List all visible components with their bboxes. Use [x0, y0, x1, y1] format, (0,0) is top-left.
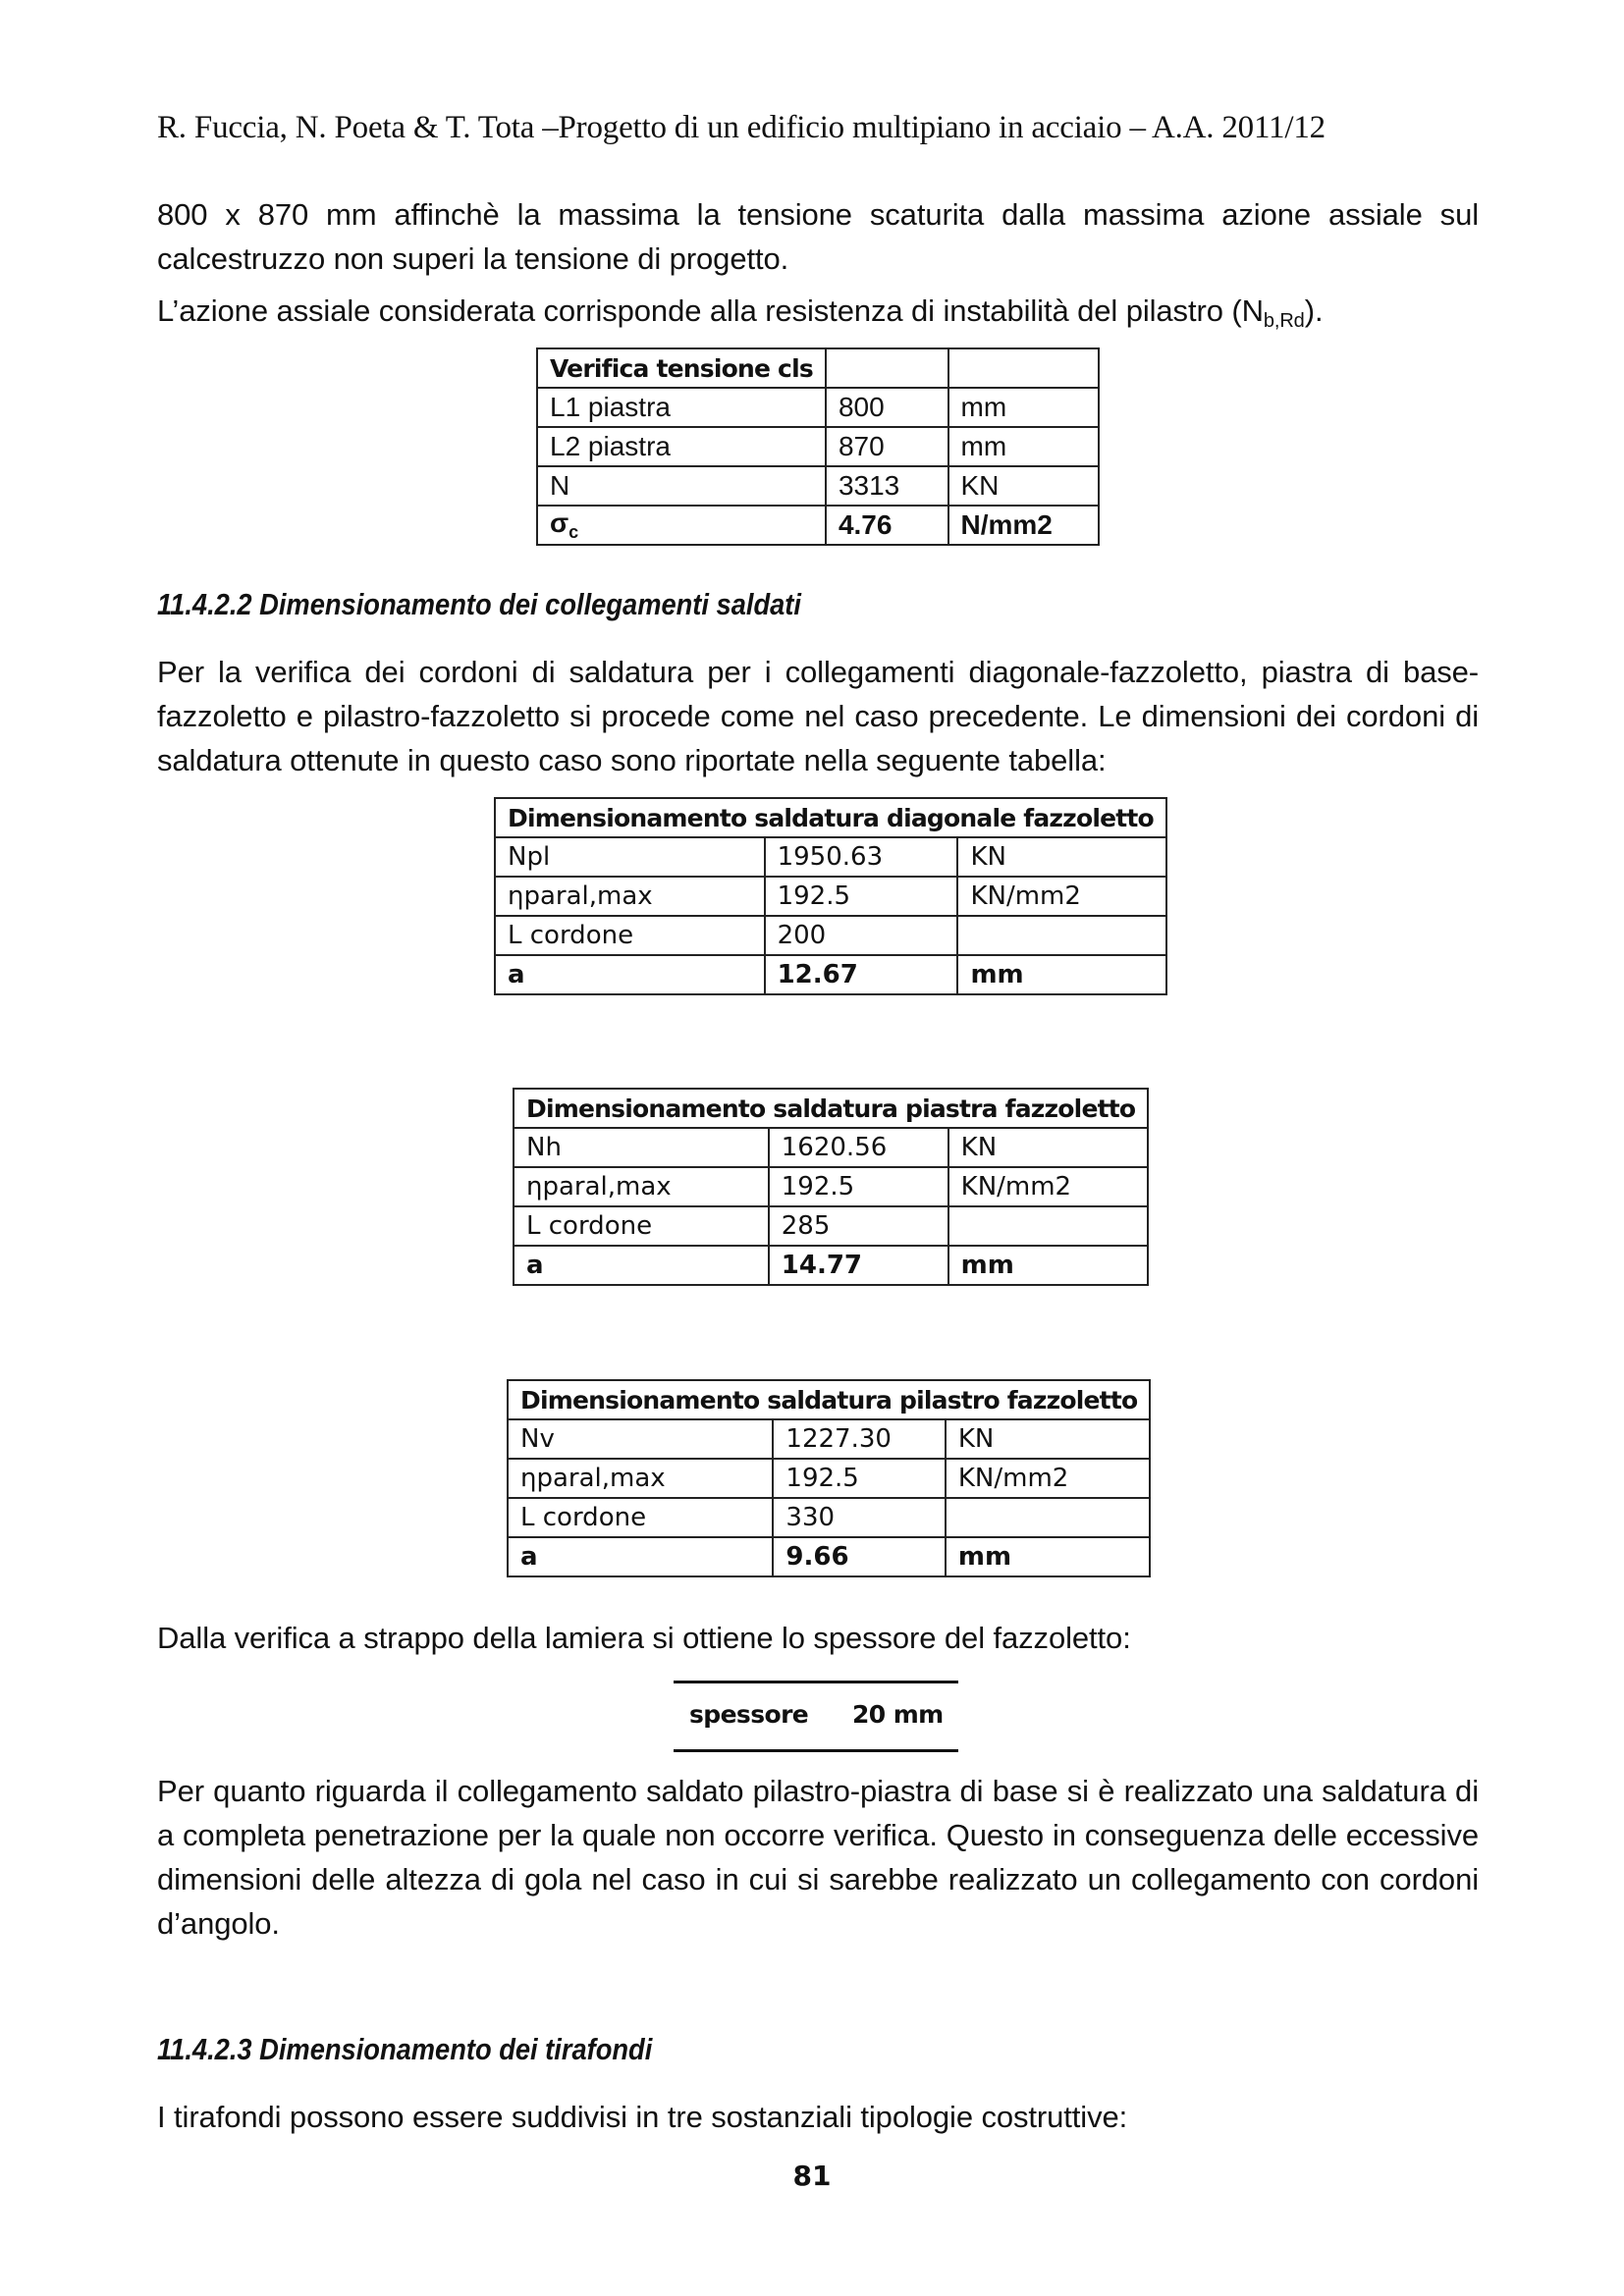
welds-text: Per la verifica dei cordoni di saldatura per i collegamenti diagonale-fazzoletto, piastra di base-fazzoletto e pilastro-fazzoletto si procede come nel caso precedente. Le dimensioni dei cordoni di saldatura ottenute in questo caso sono riportate nella seguente tabella: [157, 655, 1479, 777]
row-label: Npl [495, 837, 765, 877]
row-label: ηparal,max [508, 1459, 773, 1498]
row-value: 1620.56 [769, 1128, 948, 1167]
top-rule [674, 1681, 958, 1683]
row-unit: mm [948, 1246, 1149, 1285]
table-header-row [537, 348, 1099, 388]
row-unit: mm [946, 1537, 1151, 1576]
row-unit: N/mm2 [948, 506, 1100, 545]
table-row [495, 955, 1166, 994]
running-header: R. Fuccia, N. Poeta & T. Tota –Progetto di un edificio multipiano in acciaio – A.A. 2011/12 [157, 110, 1326, 145]
row-unit: KN/mm2 [957, 877, 1165, 916]
table-row [514, 1128, 1148, 1167]
sigma-symbol: σ [550, 507, 569, 538]
table-row [508, 1537, 1150, 1576]
row-label: N [537, 466, 826, 506]
tear-out-paragraph [157, 1616, 1479, 1660]
row-unit: mm [948, 388, 1100, 427]
row-unit: KN [946, 1419, 1151, 1459]
row-label: ηparal,max [514, 1167, 769, 1206]
thickness-label: spessore [689, 1700, 809, 1729]
weld-diagonal-table [494, 797, 1167, 995]
tear-out-text: Dalla verifica a strappo della lamiera si ottiene lo spessore del fazzoletto: [157, 1621, 1131, 1655]
row-value: 800 [826, 388, 948, 427]
table-row [537, 388, 1099, 427]
table-row [495, 837, 1166, 877]
table-title: Verifica tensione cls [537, 348, 826, 388]
thickness-result [689, 1700, 944, 1729]
row-unit: KN [948, 466, 1100, 506]
table-row [508, 1419, 1150, 1459]
row-value: 192.5 [773, 1459, 945, 1498]
row-unit [946, 1498, 1151, 1537]
axial-action-suffix: ). [1304, 294, 1324, 328]
axial-action-text: L’azione assiale considerata corrisponde alla resistenza di instabilità del pilastro (N [157, 294, 1264, 328]
row-label: a [514, 1246, 769, 1285]
row-unit: KN/mm2 [948, 1167, 1149, 1206]
table-header-row [508, 1380, 1150, 1419]
row-label: a [495, 955, 765, 994]
table-row [495, 916, 1166, 955]
table-header-row [514, 1089, 1148, 1128]
full-penetration-paragraph [157, 1769, 1479, 1946]
row-value: 1227.30 [773, 1419, 945, 1459]
row-value: 192.5 [769, 1167, 948, 1206]
weld-plate-table [513, 1088, 1149, 1286]
table-row [537, 427, 1099, 466]
row-value: 4.76 [826, 506, 948, 545]
row-unit: KN [957, 837, 1165, 877]
thickness-value: 20 mm [852, 1700, 944, 1729]
row-label: L cordone [495, 916, 765, 955]
row-value: 14.77 [769, 1246, 948, 1285]
row-unit [948, 1206, 1149, 1246]
row-label [537, 506, 826, 545]
row-value: 1950.63 [765, 837, 958, 877]
row-value: 3313 [826, 466, 948, 506]
row-label: a [508, 1537, 773, 1576]
row-label: L cordone [508, 1498, 773, 1537]
row-label: Nh [514, 1128, 769, 1167]
row-unit [957, 916, 1165, 955]
row-value: 192.5 [765, 877, 958, 916]
table-row [514, 1206, 1148, 1246]
table-row [537, 506, 1099, 545]
table-row [537, 466, 1099, 506]
full-penetration-text: Per quanto riguarda il collegamento saldato pilastro-piastra di base si è realizzato una saldatura di a completa penetrazione per la quale non occorre verifica. Questo in conseguenza delle eccessive dimensioni delle altezza di gola nel caso in cui si sarebbe realizzato un collegamento con cordoni d’angolo. [157, 1774, 1479, 1941]
row-value: 12.67 [765, 955, 958, 994]
table-title: Dimensionamento saldatura diagonale fazzoletto [495, 798, 1166, 837]
table-header-row [495, 798, 1166, 837]
intro-paragraph [157, 192, 1479, 281]
section-heading-anchor-bolts: 11.4.2.3 Dimensionamento dei tirafondi [157, 2032, 653, 2066]
row-unit: mm [957, 955, 1165, 994]
anchor-bolts-paragraph [157, 2095, 1479, 2139]
anchor-bolts-text: I tirafondi possono essere suddivisi in tre sostanziali tipologie costruttive: [157, 2100, 1128, 2134]
table-row [514, 1246, 1148, 1285]
row-label: ηparal,max [495, 877, 765, 916]
row-value: 9.66 [773, 1537, 945, 1576]
table-row [514, 1167, 1148, 1206]
row-value: 870 [826, 427, 948, 466]
section-heading-welds: 11.4.2.2 Dimensionamento dei collegamenti saldati [157, 587, 801, 621]
table-row [508, 1498, 1150, 1537]
intro-text: 800 x 870 mm affinchè la massima la tensione scaturita dalla massima azione assiale sul calcestruzzo non superi la tensione di progetto. [157, 197, 1479, 276]
table-row [495, 877, 1166, 916]
row-value: 200 [765, 916, 958, 955]
table-title: Dimensionamento saldatura pilastro fazzoletto [508, 1380, 1150, 1419]
row-unit: mm [948, 427, 1100, 466]
row-unit: KN [948, 1128, 1149, 1167]
page-number: 81 [792, 2160, 832, 2192]
bottom-rule [674, 1749, 958, 1752]
welds-paragraph [157, 650, 1479, 782]
row-value: 285 [769, 1206, 948, 1246]
table-title: Dimensionamento saldatura piastra fazzoletto [514, 1089, 1148, 1128]
row-label: Nv [508, 1419, 773, 1459]
row-label: L1 piastra [537, 388, 826, 427]
row-label: L cordone [514, 1206, 769, 1246]
axial-action-paragraph [157, 289, 1479, 344]
row-label: L2 piastra [537, 427, 826, 466]
cls-stress-table [536, 347, 1100, 546]
table-row [508, 1459, 1150, 1498]
row-value: 330 [773, 1498, 945, 1537]
sigma-subscript: c [568, 522, 579, 542]
axial-action-subscript: b,Rd [1263, 310, 1305, 332]
row-unit: KN/mm2 [946, 1459, 1151, 1498]
weld-column-table [507, 1379, 1151, 1577]
